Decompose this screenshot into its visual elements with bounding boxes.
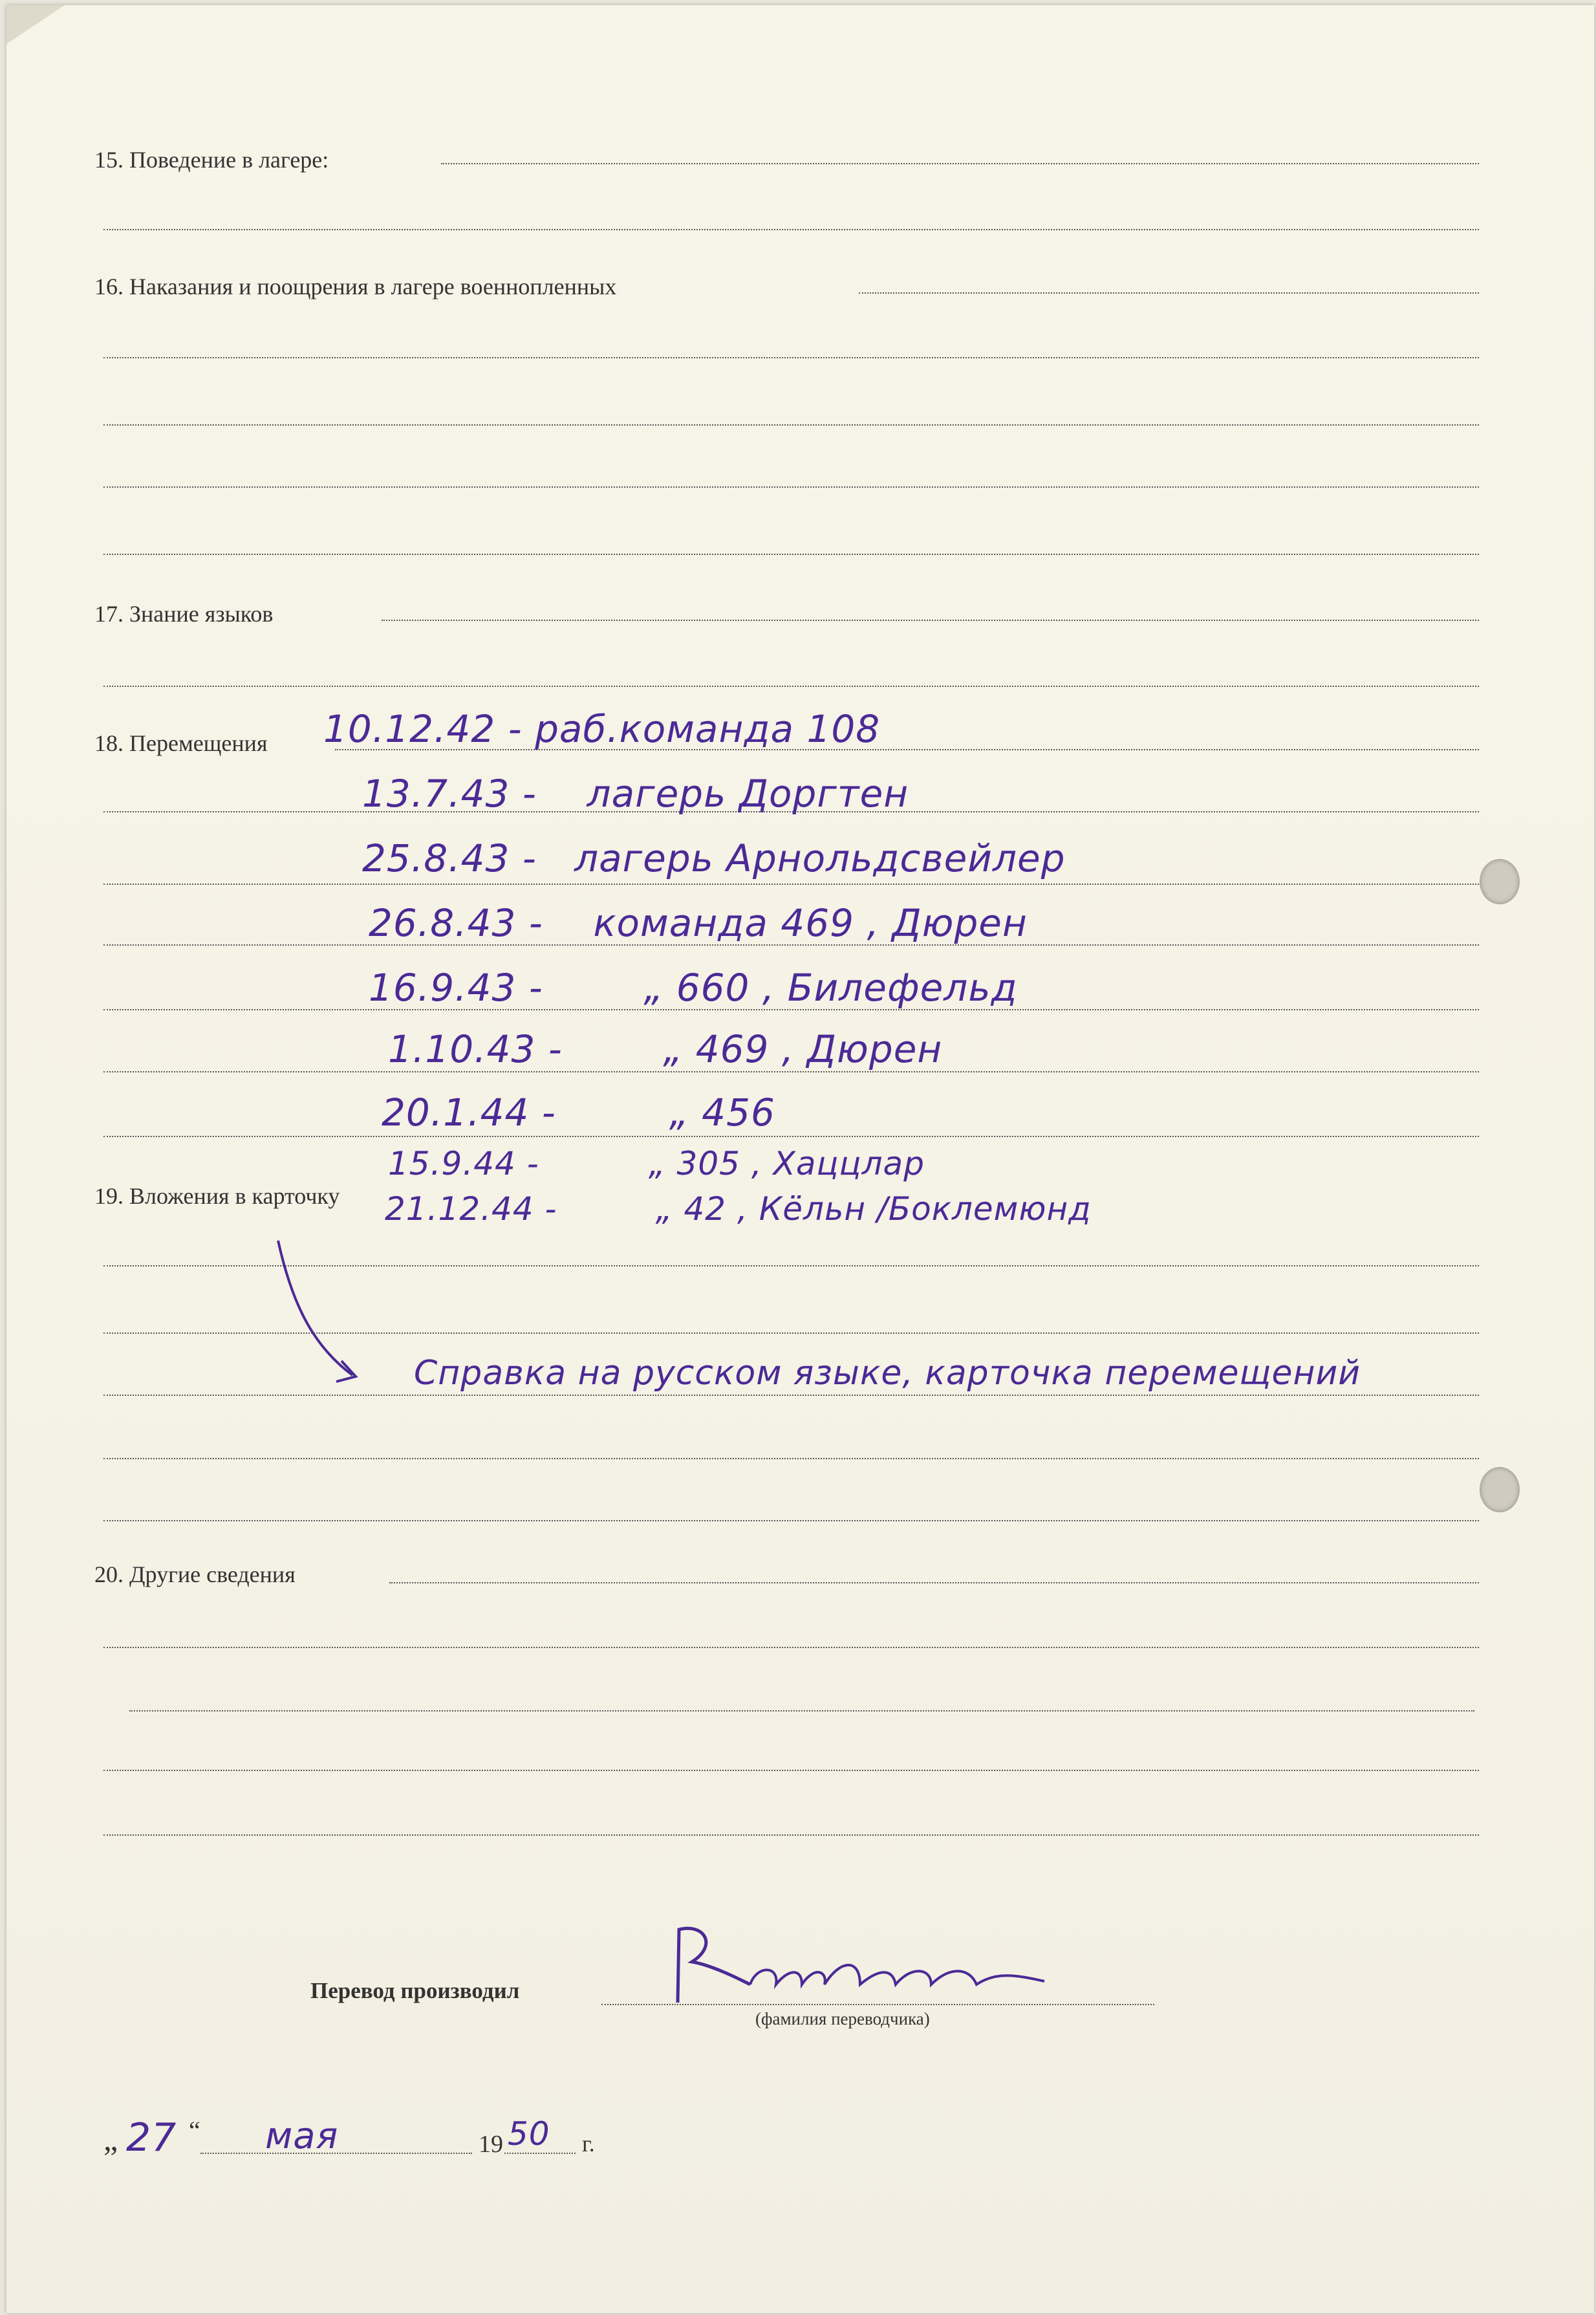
date-close-quote: “: [189, 2116, 200, 2145]
handwritten-attachments-note: Справка на русском языке, карточка перемещений: [414, 1354, 1361, 1393]
punch-hole: [1480, 859, 1520, 904]
date-year: 50: [508, 2115, 550, 2153]
form-line: [103, 424, 1479, 426]
form-line: [103, 1458, 1479, 1459]
translator-signature: [666, 1920, 1054, 2017]
date-year-prefix: 19: [479, 2131, 503, 2158]
form-line: [103, 357, 1479, 358]
form-line: [103, 1520, 1479, 1521]
form-line: [103, 229, 1479, 230]
translator-caption: (фамилия переводчика): [755, 2009, 930, 2028]
handwritten-movement: 15.9.44 - „ 305 , Хаццлар: [388, 1145, 925, 1182]
field-19-label: 19. Вложения в карточку: [94, 1183, 340, 1209]
field-18-label: 18. Перемещения: [94, 730, 268, 756]
date-year-suffix: г.: [582, 2131, 595, 2157]
folded-corner: [6, 5, 65, 44]
date-month: мая: [265, 2115, 339, 2157]
handwritten-movement: 20.1.44 - „ 456: [382, 1091, 775, 1135]
field-20-line: [389, 1582, 1479, 1583]
field-20-label: 20. Другие сведения: [94, 1561, 296, 1587]
document-sheet: [6, 5, 1594, 2313]
handwritten-movement: 26.8.43 - команда 469 , Дюрен: [369, 901, 1028, 945]
form-line: [103, 1834, 1479, 1836]
form-line: [103, 554, 1479, 555]
form-line: [103, 1647, 1479, 1648]
field-16-line: [859, 292, 1479, 294]
date-day: 27: [126, 2115, 177, 2160]
date-open-quote: „: [103, 2121, 118, 2157]
translator-label: Перевод производил: [310, 1978, 520, 2003]
form-line: [103, 686, 1479, 687]
form-line: [103, 884, 1479, 885]
field-17-label: 17. Знание языков: [94, 601, 274, 627]
field-16-label: 16. Наказания и поощрения в лагере военнопленных: [94, 274, 617, 299]
field-15-line: [441, 163, 1479, 164]
field-17-line: [382, 620, 1479, 621]
handwritten-movement: 21.12.44 - „ 42 , Кёльн /Боклемюнд: [385, 1190, 1092, 1228]
handwritten-movement: 1.10.43 - „ 469 , Дюрен: [388, 1027, 943, 1071]
handwritten-arrow: [265, 1234, 382, 1402]
form-line: [103, 486, 1479, 488]
form-line: [103, 1071, 1479, 1072]
handwritten-movement: 10.12.42 - раб.команда 108: [323, 707, 881, 751]
handwritten-movement: 25.8.43 - лагерь Арнольдсвейлер: [362, 836, 1066, 880]
date-year-line: [504, 2153, 576, 2154]
handwritten-movement: 13.7.43 - лагерь Доргтен: [362, 772, 909, 816]
punch-hole: [1480, 1467, 1520, 1512]
handwritten-movement: 16.9.43 - „ 660 , Билефельд: [369, 966, 1018, 1010]
form-line: [103, 1136, 1479, 1137]
form-line: [103, 1770, 1479, 1771]
field-15-label: 15. Поведение в лагере:: [94, 147, 329, 173]
form-line: [129, 1710, 1474, 1712]
